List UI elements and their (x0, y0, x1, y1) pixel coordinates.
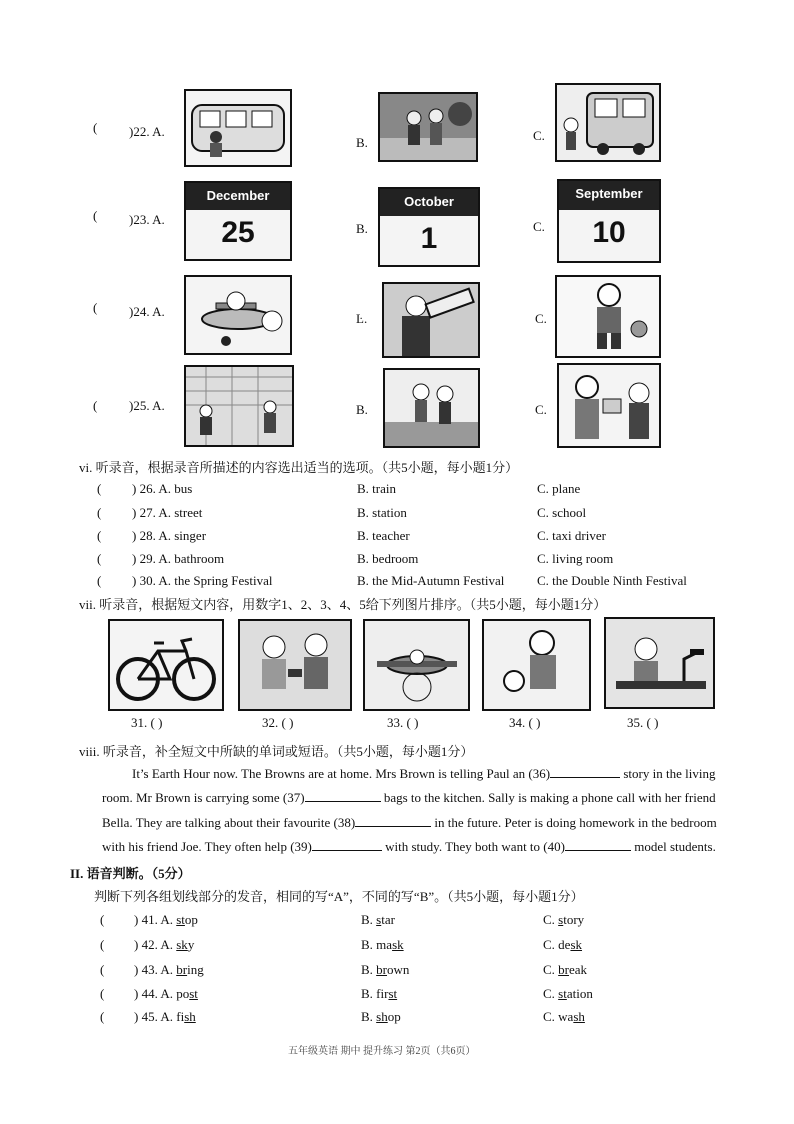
q29-option-a: ) 29. A. bathroom (132, 551, 225, 566)
underlined-part: s (376, 912, 382, 927)
underlined-part: st (388, 986, 398, 1001)
passage-line-3 (102, 815, 717, 831)
q41-open-paren: ( (100, 912, 105, 927)
word-part: op (184, 912, 198, 927)
word-part: B. (361, 962, 377, 977)
q30-option-a: ) 30. A. the Spring Festival (132, 573, 273, 588)
girl-volleyball-picture[interactable] (482, 619, 591, 711)
option-prefix: ) 45. A. (134, 1009, 177, 1024)
option-prefix: ) 41. A. (134, 912, 177, 927)
passage-line-1 (132, 766, 715, 782)
q28-option-b: B. teacher (357, 528, 410, 543)
underlined-part: br (376, 962, 388, 977)
q23-option-c-letter: C. (533, 219, 545, 234)
blank-38[interactable] (355, 826, 431, 827)
q43-option-c (543, 962, 587, 978)
calendar-day: 1 (420, 222, 438, 256)
underlined-part: st (176, 912, 185, 927)
q33-label: 33. ( ) (387, 715, 419, 730)
underlined-part: s (558, 912, 564, 927)
q43-option-a (134, 962, 204, 978)
section-vi-title: vi. 听录音，根据录音所描述的内容选出适当的选项。（共5小题，每小题1分） (79, 460, 519, 475)
q28-option-a: ) 28. A. singer (132, 528, 207, 543)
word-part: po (176, 986, 190, 1001)
calendar-day: 25 (221, 216, 255, 250)
underlined-part: sk (392, 937, 404, 952)
word-part: B. (361, 1009, 377, 1024)
word-part: y (187, 937, 195, 952)
q22-option-b-letter: B. (356, 135, 368, 150)
blank-40[interactable] (565, 850, 631, 851)
q23-option-b-calendar[interactable] (378, 187, 480, 267)
q25-option-c-image[interactable] (557, 363, 661, 448)
option-prefix: ) 43. A. (134, 962, 177, 977)
q27-option-a: ) 27. A. street (132, 505, 203, 520)
word-part: C. (543, 912, 559, 927)
q24-option-c-image[interactable] (555, 275, 661, 358)
q22-open-paren: ( (93, 120, 98, 135)
passage-text: model students. (634, 839, 716, 854)
passage-text: bags to the kitchen. Sally is making a phone call with her friend (383, 790, 716, 805)
word-part: tar (381, 912, 395, 927)
plane-picture[interactable] (363, 619, 470, 711)
q45-option-b (361, 1009, 401, 1025)
section-II-title: II. 语音判断。（5分） (70, 866, 191, 881)
q30-option-b: B. the Mid-Autumn Festival (357, 573, 505, 588)
q30-option-c: C. the Double Ninth Festival (537, 573, 687, 588)
blank-36[interactable] (550, 777, 620, 778)
q23-option-b-letter: B. (356, 221, 368, 236)
q25-option-b-image[interactable] (383, 368, 480, 448)
calendar-day: 10 (592, 216, 626, 249)
passage-text: with study. They both want to (40) (385, 839, 565, 854)
section-II-instruction: 判断下列各组划线部分的发音，相同的写“A”，不同的写“B”。（共5小题，每小题1分） (94, 889, 584, 904)
word-part: ing (187, 962, 204, 977)
passage-text: story in the living (623, 766, 716, 781)
q45-option-c (543, 1009, 585, 1025)
word-part: B. (361, 912, 377, 927)
underlined-part: br (176, 962, 188, 977)
q25-option-a-image[interactable] (184, 365, 294, 447)
passage-text: in the future. Peter is doing homework in the bedroom (434, 815, 717, 830)
word-part: B. fir (361, 986, 389, 1001)
q42-open-paren: ( (100, 937, 105, 952)
passage-text: Bella. They are talking about their favourite (38) (102, 815, 356, 830)
q35-label: 35. ( ) (627, 715, 659, 730)
passage-text: It’s Earth Hour now. The Browns are at home. Mrs Brown is telling Paul an (36) (132, 766, 551, 781)
q22-option-a-image[interactable] (184, 89, 292, 167)
q23-open-paren: ( (93, 208, 98, 223)
word-part: own (387, 962, 410, 977)
calendar-month: September (559, 181, 659, 210)
q44-option-b (361, 986, 397, 1002)
bicycle-picture[interactable] (108, 619, 224, 711)
underlined-part: sh (184, 1009, 196, 1024)
q34-label: 34. ( ) (509, 715, 541, 730)
q42-option-a (134, 937, 194, 953)
section-viii-title: viii. 听录音，补全短文中所缺的单词或短语。（共5小题，每小题1分） (79, 744, 474, 759)
word-part: C. (543, 962, 559, 977)
blank-39[interactable] (312, 850, 382, 851)
page-footer: 五年级英语 期中 提升练习 第2页（共6页） (288, 1046, 476, 1057)
q25-open-paren: ( (93, 398, 98, 413)
q42-option-c (543, 937, 582, 953)
word-part: B. ma (361, 937, 393, 952)
word-part: C. wa (543, 1009, 574, 1024)
q43-open-paren: ( (100, 962, 105, 977)
q24-open-paren: ( (93, 300, 98, 315)
q29-option-c: C. living room (537, 551, 614, 566)
q24-option-b-image[interactable] (382, 282, 480, 358)
q41-option-b (361, 912, 395, 928)
passage-text: with his friend Joe. They often help (39) (102, 839, 312, 854)
passage-text: room. Mr Brown is carrying some (37) (102, 790, 305, 805)
q22-label: )22. A. (129, 124, 165, 139)
passage-line-2 (102, 790, 716, 806)
word-part: fi (176, 1009, 185, 1024)
q45-open-paren: ( (100, 1009, 105, 1024)
q24-option-a-image[interactable] (184, 275, 292, 355)
word-part: C. (543, 986, 559, 1001)
q43-option-b (361, 962, 409, 978)
q24-label: )24. A. (129, 304, 165, 319)
underlined-part: sh (376, 1009, 388, 1024)
section-vii-title: vii. 听录音，根据短文内容，用数字1、2、3、4、5给下列图片排序。（共5小题，每小题1分） (79, 597, 607, 612)
underlined-part: st (558, 986, 567, 1001)
calendar-month: December (186, 183, 290, 210)
q23-label: )23. A. (129, 212, 165, 227)
option-prefix: ) 44. A. (134, 986, 177, 1001)
underlined-part: sh (573, 1009, 585, 1024)
q22-option-c-image[interactable] (555, 83, 661, 162)
word-part: op (387, 1009, 401, 1024)
word-part: C. de (543, 937, 571, 952)
word-part: tory (563, 912, 585, 927)
q25-label: )25. A. (129, 398, 165, 413)
q45-option-a (134, 1009, 196, 1025)
q26-option-a: ) 26. A. bus (132, 481, 193, 496)
q44-option-c (543, 986, 593, 1002)
word-part: ation (566, 986, 593, 1001)
underlined-part: sk (176, 937, 188, 952)
q26-open-paren: ( (97, 481, 102, 496)
q27-open-paren: ( (97, 505, 102, 520)
underlined-part: st (189, 986, 198, 1001)
q25-option-c-letter: C. (535, 402, 547, 417)
underlined-part: sk (570, 937, 583, 952)
girl-at-desk-picture[interactable] (604, 617, 715, 709)
word-part: eak (569, 962, 588, 977)
q27-option-b: B. station (357, 505, 407, 520)
q29-open-paren: ( (97, 551, 102, 566)
q26-option-c: C. plane (537, 481, 581, 496)
underlined-part: br (558, 962, 570, 977)
calendar-month: October (380, 189, 478, 216)
q25-option-b-letter: B. (356, 402, 368, 417)
option-prefix: ) 42. A. (134, 937, 177, 952)
kids-exchanging-gift-picture[interactable] (238, 619, 352, 711)
q23-option-c-calendar[interactable] (557, 179, 661, 263)
q23-option-a-calendar[interactable] (184, 181, 292, 261)
q41-option-c (543, 912, 584, 928)
q26-option-b: B. train (357, 481, 396, 496)
q22-option-c-letter: C. (533, 128, 545, 143)
q24-option-b-letter: Ŀ. (356, 311, 368, 326)
q30-open-paren: ( (97, 573, 102, 588)
q44-option-a (134, 986, 198, 1002)
q28-option-c: C. taxi driver (537, 528, 606, 543)
q31-label: 31. ( ) (131, 715, 163, 730)
q29-option-b: B. bedroom (357, 551, 419, 566)
q42-option-b (361, 937, 404, 953)
q27-option-c: C. school (537, 505, 587, 520)
blank-37[interactable] (305, 801, 381, 802)
passage-line-4 (102, 839, 716, 855)
q44-open-paren: ( (100, 986, 105, 1001)
q24-option-c-letter: C. (535, 311, 547, 326)
q22-option-b-image[interactable] (378, 92, 478, 162)
q28-open-paren: ( (97, 528, 102, 543)
q41-option-a (134, 912, 198, 928)
q32-label: 32. ( ) (262, 715, 294, 730)
